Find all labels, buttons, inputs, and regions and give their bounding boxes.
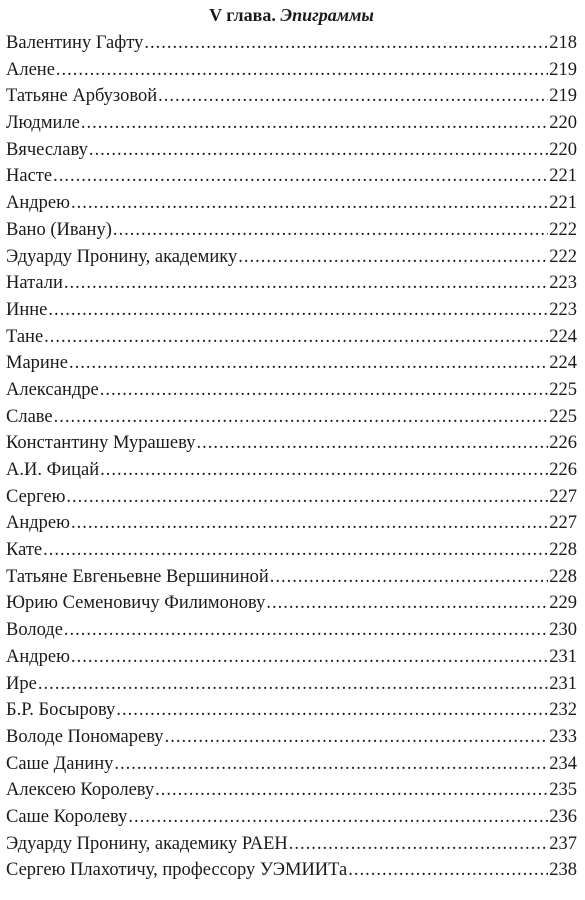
toc-entry-page-number: 225	[549, 379, 577, 400]
toc-entry-title: Кате	[6, 540, 43, 561]
toc-entry-page-number: 236	[549, 806, 577, 827]
toc-entry	[6, 30, 577, 57]
toc-entry	[6, 217, 577, 244]
toc-entry-page-number: 238	[549, 860, 577, 881]
dot-leader	[158, 83, 548, 109]
toc-entry-page-number: 230	[549, 620, 577, 641]
toc-entry-page-number: 229	[549, 593, 577, 614]
toc-entry	[6, 671, 577, 698]
toc-entry-title: Валентину Гафту	[6, 33, 144, 53]
toc-entry-page-number: 235	[549, 780, 577, 801]
toc-entry-page-number: 231	[549, 673, 577, 694]
toc-entry	[6, 484, 577, 511]
toc-entry-page-number: 223	[549, 299, 577, 320]
dot-leader	[348, 857, 548, 883]
toc-entry-title: Константину Мурашеву	[6, 433, 196, 454]
toc-entry-page-number: 224	[549, 353, 577, 374]
toc-entry-title: Татьяне Арбузовой	[6, 86, 158, 107]
chapter-title: Эпиграммы	[280, 5, 374, 25]
toc-entry-page-number: 219	[549, 86, 577, 107]
toc-entry-title: Б.Р. Босырову	[6, 700, 116, 721]
toc-entry-page-number: 221	[549, 193, 577, 214]
dot-leader	[66, 484, 548, 510]
dot-leader	[155, 777, 548, 803]
dot-leader	[100, 457, 548, 483]
dot-leader	[71, 644, 548, 670]
dot-leader	[196, 430, 548, 456]
chapter-number: V глава.	[209, 5, 276, 25]
toc-entry	[6, 404, 577, 431]
toc-entry	[6, 457, 577, 484]
dot-leader	[56, 57, 548, 83]
toc-entry-page-number: 232	[549, 700, 577, 721]
dot-leader	[64, 270, 548, 296]
toc-entry-title: Эдуарду Пронину, академику РАЕН	[6, 833, 288, 854]
toc-entry-title: Андрею	[6, 193, 70, 214]
toc-entry	[6, 564, 577, 591]
dot-leader	[113, 217, 548, 243]
toc-entry	[6, 831, 577, 858]
toc-entry-title: Сергею	[6, 486, 66, 507]
toc-entry-page-number: 222	[549, 246, 577, 267]
toc-entry	[6, 777, 577, 804]
toc-entry-page-number: 228	[549, 540, 577, 561]
toc-entry-title: Тане	[6, 326, 44, 347]
toc-entry-title: Алексею Королеву	[6, 780, 155, 801]
dot-leader	[114, 751, 548, 777]
toc-entry	[6, 377, 577, 404]
dot-leader	[54, 404, 549, 430]
toc-entry-title: Людмиле	[6, 113, 80, 134]
toc-entry-page-number: 220	[549, 113, 577, 134]
toc-entry-title: Натали	[6, 273, 63, 294]
toc-entry-page-number: 225	[549, 406, 577, 427]
toc-entry-page-number: 227	[549, 513, 577, 534]
toc-entry	[6, 190, 577, 217]
toc-entry-title: Александре	[6, 379, 99, 400]
toc-entry-title: Вано (Ивану)	[6, 219, 112, 240]
toc-entry	[6, 430, 577, 457]
toc-entry-page-number: 220	[549, 139, 577, 160]
toc-entry-title: Славе	[6, 406, 53, 427]
toc-entry	[6, 350, 577, 377]
toc-entry-page-number: 231	[549, 646, 577, 667]
dot-leader	[81, 110, 548, 136]
dot-leader	[64, 617, 548, 643]
toc-entry	[6, 297, 577, 324]
toc-entry	[6, 244, 577, 271]
toc-entry-page-number: 218	[549, 33, 577, 53]
dot-leader	[44, 324, 548, 350]
dot-leader	[100, 377, 548, 403]
dot-leader	[71, 190, 548, 216]
toc-entry-title: Сергею Плахотичу, профессору УЭМИИТа	[6, 860, 348, 881]
toc-entry	[6, 804, 577, 831]
toc-entry	[6, 163, 577, 190]
toc-entry	[6, 510, 577, 537]
dot-leader	[238, 244, 548, 270]
toc-entry-title: Ире	[6, 673, 37, 694]
dot-leader	[38, 671, 548, 697]
toc-entry	[6, 697, 577, 724]
toc-entry-title: Марине	[6, 353, 68, 374]
dot-leader	[289, 831, 548, 857]
chapter-heading	[6, 4, 577, 28]
toc-entry-page-number: 234	[549, 753, 577, 774]
table-of-contents	[6, 30, 577, 884]
toc-entry	[6, 83, 577, 110]
toc-entry	[6, 644, 577, 671]
toc-entry-page-number: 228	[549, 566, 577, 587]
dot-leader	[270, 564, 549, 590]
toc-entry	[6, 751, 577, 778]
toc-entry-page-number: 233	[549, 726, 577, 747]
toc-entry-page-number: 226	[549, 433, 577, 454]
dot-leader	[48, 297, 548, 323]
toc-entry-page-number: 221	[549, 166, 577, 187]
toc-entry-page-number: 226	[549, 460, 577, 480]
dot-leader	[144, 30, 548, 56]
toc-entry	[6, 110, 577, 137]
toc-entry-title: Вячеславу	[6, 139, 88, 160]
toc-entry	[6, 590, 577, 617]
toc-entry-title: Татьяне Евгеньевне Вершининой	[6, 566, 269, 587]
dot-leader	[69, 350, 548, 376]
toc-entry-title: Насте	[6, 166, 53, 187]
toc-entry-page-number: 224	[549, 326, 577, 347]
dot-leader	[53, 163, 548, 189]
dot-leader	[116, 697, 548, 723]
dot-leader	[43, 537, 548, 563]
toc-entry-title: Алене	[6, 59, 55, 80]
toc-entry-title: Саше Данину	[6, 753, 114, 774]
toc-entry-title: Юрию Семеновичу Филимонову	[6, 593, 266, 614]
toc-entry-title: Андрею	[6, 646, 70, 667]
dot-leader	[71, 510, 548, 536]
toc-entry-page-number: 222	[549, 219, 577, 240]
toc-entry-title: Володе	[6, 620, 63, 641]
toc-entry-title: Эдуарду Пронину, академику	[6, 246, 238, 267]
toc-entry-page-number: 227	[549, 486, 577, 507]
dot-leader	[266, 590, 548, 616]
toc-entry-title: Володе Пономареву	[6, 726, 164, 747]
toc-entry	[6, 57, 577, 84]
toc-entry-page-number: 223	[549, 273, 577, 294]
toc-entry	[6, 270, 577, 297]
toc-entry	[6, 617, 577, 644]
toc-entry-title: А.И. Фицай	[6, 460, 100, 480]
dot-leader	[89, 137, 548, 163]
dot-leader	[165, 724, 549, 750]
toc-entry-title: Инне	[6, 299, 48, 320]
toc-entry-page-number: 219	[549, 59, 577, 80]
dot-leader	[128, 804, 548, 830]
toc-entry-page-number: 237	[549, 833, 577, 854]
toc-entry	[6, 857, 577, 884]
toc-entry-title: Андрею	[6, 513, 70, 534]
toc-entry	[6, 537, 577, 564]
toc-entry	[6, 324, 577, 351]
toc-entry	[6, 724, 577, 751]
toc-entry-title: Саше Королеву	[6, 806, 128, 827]
toc-entry	[6, 137, 577, 164]
